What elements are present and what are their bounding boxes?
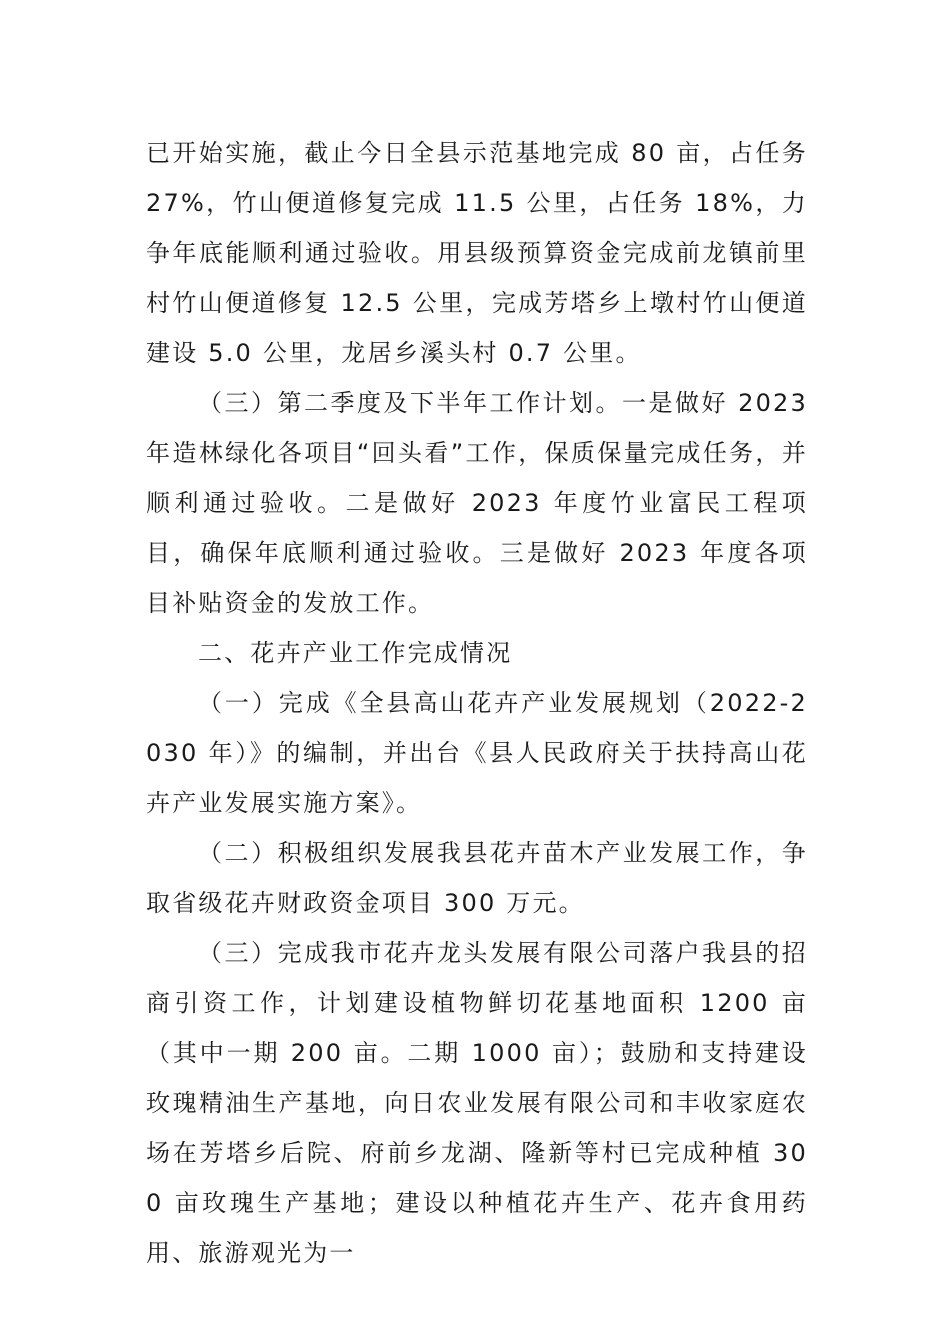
document-body [146,128,808,1278]
section-heading-flower-industry: 二、花卉产业工作完成情况 [198,639,513,667]
paragraph-item-1: （一）完成《全县高山花卉产业发展规划（2022-2030 年）》的编制，并出台《县人民政府关于扶持高山花卉产业发展实施方案》。 [146,689,808,817]
paragraph-continuation: 已开始实施，截止今日全县示范基地完成 80 亩，占任务 27%，竹山便道修复完成 11.5 公里，占任务 18%，力争年底能顺利通过验收。用县级预算资金完成前龙镇前里村竹山便道修复 12.5 公里，完成芳塔乡上墩村竹山便道建设 5.0 公里，龙居乡溪头村 0.7 公里。 [146,139,808,367]
paragraph-work-plan: （三）第二季度及下半年工作计划。一是做好 2023 年造林绿化各项目“回头看”工作，保质保量完成任务，并顺利通过验收。二是做好 2023 年度竹业富民工程项目，确保年底顺利通过验收。三是做好 2023 年度各项目补贴资金的发放工作。 [146,389,808,617]
paragraph-item-3: （三）完成我市花卉龙头发展有限公司落户我县的招商引资工作，计划建设植物鲜切花基地面积 1200 亩（其中一期 200 亩。二期 1000 亩）；鼓励和支持建设玫瑰精油生产基地，向日农业发展有限公司和丰收家庭农场在芳塔乡后院、府前乡龙湖、隆新等村已完成种植 300 亩玫瑰生产基地；建设以种植花卉生产、花卉食用药用、旅游观光为一 [146,939,808,1267]
paragraph-item-2: （二）积极组织发展我县花卉苗木产业发展工作，争取省级花卉财政资金项目 300 万元。 [146,839,808,917]
